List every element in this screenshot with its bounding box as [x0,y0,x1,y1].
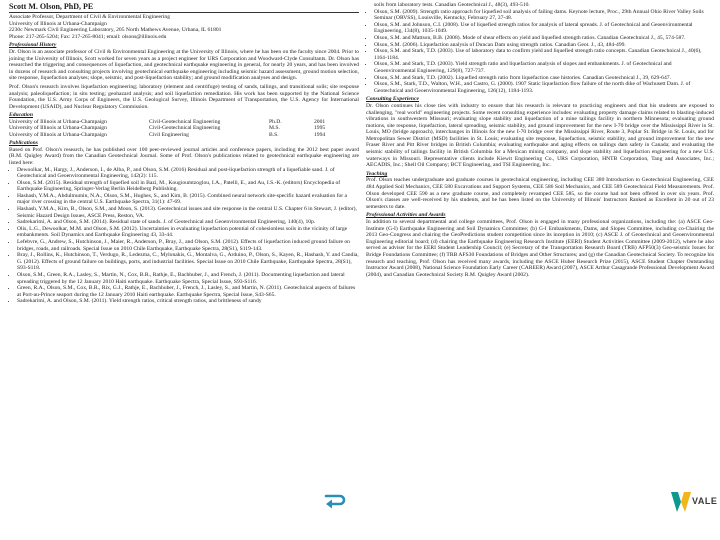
education-school: University of Illinois at Urbana-Champaign [9,131,107,138]
list-item: • Olson, S.M. (2006). Liquefaction analysis of Duncan Dam using strength ratios. Canadian Geot. J., 43, 484-499. [374,42,714,49]
list-item: • Olson, S.M. and Mattson, B.B. (2008). Mode of shear effects on yield and liquefied strength ratios. Canadian Geotechnical J., 45, 574-587. [374,35,714,42]
header-rule [9,12,359,13]
left-column [9,2,359,305]
education-school: University of Illinois at Urbana-Champaign [9,125,107,132]
return-arrow-icon[interactable] [322,490,348,512]
list-item: • Olson, S.M. (2009). Strength ratio approach for liquefied soil analysis of failing dams. Keynote lecture, Proc., 29th Annual Ohio River Valley Soils Seminar (ORVSS), Louisville, Kentucky, February 27, 37-48. [374,9,714,22]
list-item: • Olson, S.M., Stark, T.D., Walton, W.H., and Castro, G. (2000). 1907 Static liquefaction flow failure of the north dike of Wachusett Dam. J. of Geotechnical and Geoenvironmental Engineering, 126(12), 1184-1193. [374,81,714,94]
education-field: Civil-Geotechnical Engineering [149,125,221,132]
professional-history-text-2: Prof. Olson's research involves liquefaction engineering; laboratory (element and centrifuge) testing of sands, tailings, and transitional soils; site response analysis; paleoliquefaction; in situ testing; geohazard analysis; and soil liquefaction remediation. His work has been supported by the National Science Foundation, the U.S. Army Corps of Engineers, the U.S. Geological Survey, Illinois Department of Transportation, the U.S. Agency for International Development (USAID), and Nuclear Regulatory Commission. [9,83,359,110]
publications-list [9,167,359,305]
education-table [9,119,325,138]
list-item: • Olson, S.M. and Stark, T.D. (2003). Yield strength ratio and liquefaction analysis of slopes and embankments. J. of Geotechnical and Geoenvironmental Engineering, 129(8), 727-737. [374,61,714,74]
author-title: Associate Professor, Department of Civil & Environmental Engineering [9,14,171,20]
list-item: • Hashash, Y.M.A., Abdulmumin, N.A., Olson, S.M., Hughes, S., and Kim, B. (2015). Combined neural network site-specific hazard evaluation for a major river crossing in the central U.S. Earthquake Spectra, 31(1): 47-69. [17,193,359,206]
author-contact: Phone: 217-265-5204; Fax: 217-265-8041; email: olsons@illinois.edu [9,33,167,40]
list-item: • Green, R.A., Olson, S.M., Cox, B.R., Rix, G.J., Rathje, E., Bachhuber, J., French, J., Lasley, S., and Martin, N. (2011). Geotechnical aspects of failures at Port-au-Prince seaport during the 12 January 2010 Haiti earthquake. Earthquake Spectra, Special Issue, S43-S65. [17,285,359,298]
activities-text: In addition to several departmental and college committees, Prof. Olson is engaged in many professional organizations, including the: (a) ASCE Geo-Institute (G-I) Earthquake Engineering and Soil Dynamics Committee; (b) G-I Embankments, Dams, and Slopes Committee, including co-Chairing the 2013 Geo-Congress and chairing the GeoPredictions student competition since its inception in 2010; (c) ASCE J. of Geotechnical and Geoenvironmental Engineering editorial board; (d) chairing the Earthquake Engineering Research Institute (EERI) Student Activities Committee (2009-2012), where he also served as adviser for the EERI Student Leadership Council; (e) Secretary of the Transportation Research Board (TRB) AFP50(3) Geo-seismic Issues for Bridge Foundations Committee; (f) TRB AFS30 Foundations of Bridges and Other Structures; and (g) the Canadian Geotechnical Society. To recognize his research and teaching, Prof. Olson has received many awards, including the ASCE Huber Research Prize (2015), ASCE Student Chapter Outstanding Instructor Award (2008), National Science Foundation Early Career (CAREER) Award (2007), ASCE Arthur Casagrande Professional Development Award (2004), and Canadian Geotechnical Society R.M. Quigley Award (2002). [366,219,714,278]
activities-heading: Professional Activities and Awards [366,212,446,219]
list-item: • Bray, J., Rollins, K., Hutchinson, T., Verdugo, R., Ledezma, C., Mylonakis, G., Montalva, G., Arduino, P., Olson, S., Kayen, R., Hashash, Y. and Candia, G. (2012). Effects of ground failure on buildings, ports, and industrial facilities. Special Issue on 2010 Chile Earthquake, Earthquake Spectra, 28(S1), S93-S118. [17,252,359,272]
list-item: • Sadrekarimi, A. and Olson, S.M. (2011). Yield strength ratios, critical strength ratios, and brittleness of sandy [17,298,359,305]
author-name: Scott M. Olson, PhD, PE [9,2,94,11]
consulting-heading: Consulting Experience [366,96,419,103]
publications-intro: Based on Prof. Olson's research, he has published over 100 peer-reviewed journal articles and conference papers, including the 2012 best paper award (R.M. Quigley Award) from the Canadian Geotechnical Journal. Some of Prof. Olson's publications related to geotechnical earthquake engineering are listed here: [9,146,359,166]
publication-continued: soils from laboratory tests. Canadian Geotechnical J., 48(3), 493-510. [374,2,530,8]
education-row [9,132,325,138]
publications-heading: Publications [9,140,38,147]
education-row [9,125,325,131]
right-column [366,2,714,278]
author-address: 2230c Newmark Civil Engineering Laboratory, 205 North Mathews Avenue, Urbana, IL 61801 [9,27,222,34]
consulting-text: Dr. Olson continues his close ties with industry to ensure that his research is relevant to practicing engineers and that his students are exposed to challenging, "real world" engineering projects. Some recent consulting experience includes: evaluating property damage claims related to blasting-induced vibrations in southwestern Missouri; evaluating slope stability and liquefaction of a mine tailings facility in northern Minnesota; evaluating ground motions, site response, liquefaction, lateral spreading, seismic stability, and ground improvement for the new I-70 bridge over the Mississippi River in St. Louis, MO (bridge approach), interchanges in Illinois for the new I-70 bridge over the Mississippi River, Route 3, Poplar St. Bridge in St. Louis, and for Metropolitan Sewer District (MSD) facilities in St. Louis; evaluating site response, liquefaction, seismic stability, and ground improvement for the new Fraser River and Pitt River bridges in British Columbia; evaluating earthquake and aging effects on tailings dam safety in Canada; and evaluating the seismic stability of tailings facility in British Columbia for a Mexican mining company, and slope stability and liquefaction engineering for a new U.S. waterways in Missouri. Representative clients include Kiewit Engineering Co., URS Corporation, HNTB Corporation, Tang and Associates, Inc.; AECADIS, Inc.; Shell Oil Company; BCT Engineering, and TSI Engineering, Inc. [366,102,714,169]
education-degree: Ph.D. [269,118,282,125]
education-field: Civil-Geotechnical Engineering [149,118,221,125]
education-year: 1995 [314,125,326,132]
list-item: • Olson, S.M. and Johnson, C.I. (2008). Use of liquefied strength ratios for analysis of lateral spreads. J. of Geotechnical and Geoenvironmental Engineering, 134(8), 1035-1049. [374,22,714,35]
publications-list-continued [366,9,714,95]
education-heading: Education [9,112,33,119]
education-year: 1994 [314,131,326,138]
education-school: University of Illinois at Urbana-Champaign [9,118,107,125]
list-item: • Sadrekarimi, A. and Olson, S.M. (2014). Residual state of sands. J. of Geotechnical and Geoenvironmental Engineering, 140(4), 10p. [17,219,359,226]
vale-logo-text: VALE [692,496,718,506]
list-item: • Hashash, Y.M.A., Kim, B., Olson, S.M., and Moon, S. (2013). Geotechnical issues and site response in the central U.S. Chapter 6 in Stewart, J. (editor), Seismic Hazard Design Issues, ASCE Press, Reston, VA. [17,206,359,219]
vale-logo-mark-icon [670,490,692,514]
list-item: • Dewoolkar, M., Hargy, J., Anderson, I., de Alba, P., and Olson, S.M. (2016) Residual and post-liquefaction strength of a liquefiable sand. J. of Geotechnical and Geoenvironmental Engineering, 142(2): 115. [17,167,359,180]
list-item: • Lefebvre, G., Andrew, S., Hutchinson, J., Maier, R., Anderson, P., Bray, J., and Olson, S.M. (2012). Effects of liquefaction induced ground failure on bridges, roads, and railroads. Special Issue on 2010 Chile Earthquake, Earthquake Spectra, 28(S1), S119-143. [17,239,359,252]
list-item: • Olson, S.M. and Stark, T.D. (2003). Use of laboratory data to confirm yield and liquefied strength ratio concepts. Canadian Geotechnical J., 40(6), 1164-1184. [374,48,714,61]
teaching-text: Prof. Olson teaches undergraduate and graduate courses in geotechnical engineering, including CEE 380 Introduction to Geotechnical Engineering, CEE 484 Applied Soil Mechanics, CEE 580 Excavations and Support Systems, CEE 586 Soil Mechanics, and CEE 589 Geotechnical Field Measurements. Prof. Olson developed CEE 590 as a new graduate course, and completely revamped CEE 585, so the course had not been offered in over six years. Prof. Olson's classes are well-received by his students, and he has been listed on the University of Illinois' Instructors Ranked as Excellent in 20 out of 23 semesters to date. [366,177,714,210]
list-item: • Olson, S.M. (2015). Residual strength of liquefied soil in Bazi, M., Kougioumtzoglou, I.A., Patelli, E., and Au, I.S.-K. (editors) Encyclopedia of Earthquake Engineering, Springer-Verlag Berlin Heidelberg Publishing. [17,180,359,193]
education-degree: M.S. [269,125,280,132]
list-item: • Olson, S.M. and Stark, T.D. (2002). Liquefied strength ratio from liquefaction case histories. Canadian Geotechnical J., 39, 629-647. [374,75,714,82]
list-item: • Olis, L.G., Dewoolkar, M.M. and Olson, S.M. (2012). Uncertainties in evaluating liquefaction potential of cohesionless soils in the vicinity of large embankments. Soil Dynamics and Earthquake Engineering 43, 33-44. [17,226,359,239]
professional-history-text: Dr. Olson is an associate professor of Civil & Environmental Engineering at the University of Illinois, where he has been on the faculty since 2004. Prior to joining the University of Illinois, Scott worked for seven years as a project engineer for URS Corporation and Woodward-Clyde Consultants. Dr. Olson has researched the triggering and consequences of liquefaction, and geotechnical earthquake engineering in general, for nearly 20 years, and has been involved in dozens of research and consulting projects involving geotechnical earthquake engineering including seismic hazard assessment, ground motion selection, site response, liquefaction analyses; slope, seismic, and post-liquefaction stability; and ground modification analyses and design. [9,48,359,82]
professional-history-heading: Professional History [9,42,57,49]
vale-logo [670,490,716,518]
education-year: 2001 [314,118,326,125]
author-university: University of Illinois at Urbana-Champaign [9,20,107,27]
list-item: • Olson, S.M., Green, R.A., Lasley, S., Martin, N., Cox, B.R., Rathje, E., Bachhuber, J., and French, J. (2011). Documenting liquefaction and lateral spreading triggered by the 12 January 2010 Haiti earthquake. Earthquake Spectra, Special Issue, S93-S116. [17,272,359,285]
education-degree: B.S. [269,131,279,138]
education-field: Civil Engineering [149,131,189,138]
teaching-heading: Teaching [366,170,388,177]
